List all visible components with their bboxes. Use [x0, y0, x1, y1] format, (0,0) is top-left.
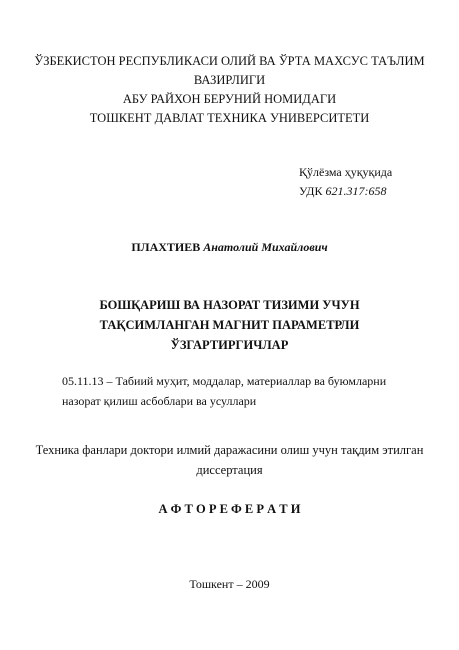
- specialty-code: 05.11.13 – Табиий муҳит, моддалар, материаллар ва буюмларни назорат қилиш асбоблари ва усуллари: [62, 374, 387, 408]
- udk-code: [299, 184, 386, 199]
- place-year: Тошкент – 2009: [189, 577, 270, 591]
- ministry-line-2: ВАЗИРЛИГИ: [193, 73, 266, 87]
- degree-line-2: диссертация: [196, 463, 263, 477]
- degree-line-1: Техника фанлари доктори илмий даражасини олиш учун тақдим этилган: [35, 443, 424, 457]
- author-given-names: Анатолий Михайлович: [200, 240, 328, 254]
- university-line-1: АБУ РАЙХОН БЕРУНИЙ НОМИДАГИ: [122, 92, 337, 106]
- author-name: [0, 240, 459, 255]
- document-type: А Ф Т О Р Е Ф Е Р А Т И: [158, 502, 301, 516]
- title-line-3: ЎЗГАРТИРГИЧЛАР: [170, 338, 289, 352]
- ministry-line-1: ЎЗБЕКИСТОН РЕСПУБЛИКАСИ ОЛИЙ ВА ЎРТА МАХСУС ТАЪЛИМ: [34, 54, 425, 68]
- title-line-2: ТАҚСИМЛАНГАН МАГНИТ ПАРАМЕТРЛИ: [99, 318, 360, 332]
- manuscript-rights-label: Қўлёзма ҳуқуқида: [299, 165, 393, 179]
- udk-label: УДК: [299, 184, 326, 198]
- title-line-1: БОШҚАРИШ ВА НАЗОРАТ ТИЗИМИ УЧУН: [99, 298, 360, 312]
- university-line-2: ТОШКЕНТ ДАВЛАТ ТЕХНИКА УНИВЕРСИТЕТИ: [89, 111, 370, 125]
- udk-number: 621.317:658: [325, 184, 387, 198]
- author-surname: ПЛАХТИЕВ: [131, 240, 201, 254]
